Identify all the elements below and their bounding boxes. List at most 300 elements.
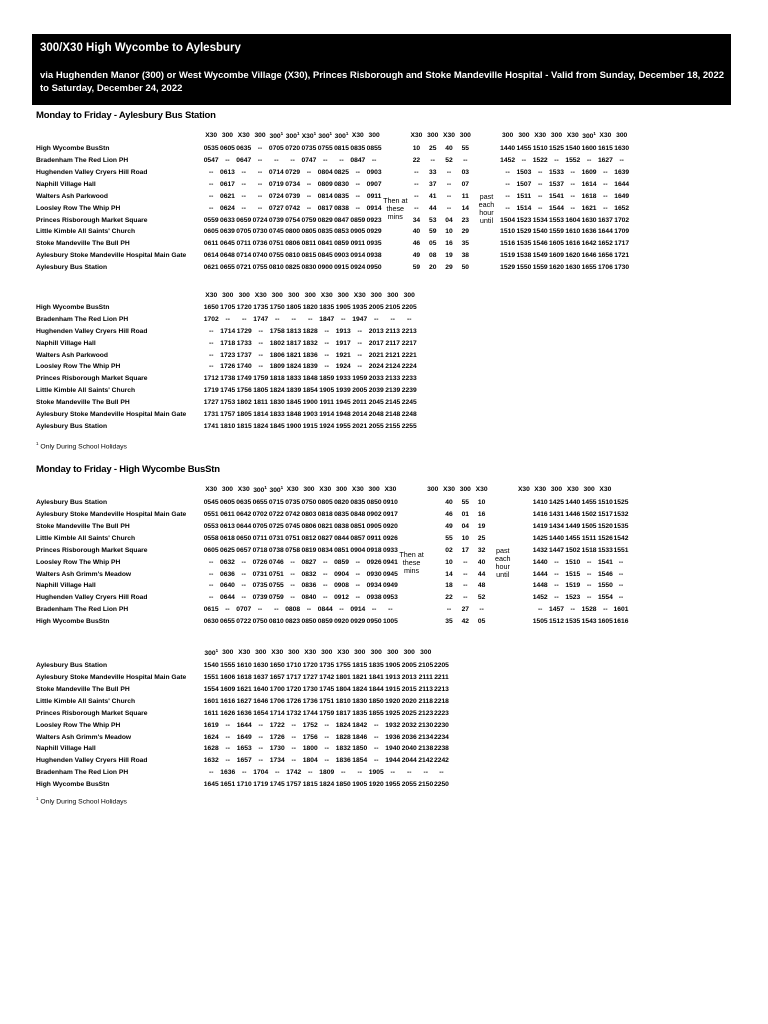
departure-time: 2145 (385, 399, 401, 407)
stop-column-header (36, 645, 203, 660)
route-number (565, 482, 581, 497)
departure-time: 14 (445, 570, 453, 578)
departure-time: 0738 (268, 546, 284, 554)
departure-time: -- (225, 745, 230, 753)
departure-time: 1419 (532, 522, 548, 530)
footnote-mark: 1 (296, 131, 300, 136)
stop-name: Naphill Village Hall (36, 745, 96, 753)
departure-time: 1714 (269, 709, 285, 717)
departure-time: 1947 (352, 315, 368, 323)
route-label: 300 (285, 133, 297, 141)
departure-time: 1720 (302, 662, 318, 670)
departure-time: -- (258, 363, 263, 371)
route-number (548, 482, 564, 497)
departure-time: 0920 (334, 618, 349, 626)
route-number (532, 128, 548, 143)
departure-time: 23 (461, 216, 470, 224)
departure-time: 2032 (401, 721, 417, 729)
departure-time: 03 (461, 168, 470, 176)
column-gap (399, 533, 425, 545)
departure-time: 1510 (597, 499, 613, 507)
stop-name: Little Kimble All Saints' Church (36, 534, 136, 542)
departure-time: 2130 (418, 721, 434, 729)
departure-time: -- (355, 180, 361, 188)
departure-time: 1706 (597, 264, 613, 272)
route-number (473, 482, 489, 497)
departure-time: 1924 (319, 422, 335, 430)
departure-time: 1839 (302, 363, 318, 371)
departure-time: 2218 (434, 697, 449, 705)
departure-time: 0830 (334, 180, 349, 188)
stop-name: Walters Ash Parkwood (36, 192, 108, 200)
departure-time: 1609 (581, 168, 597, 176)
route-number (548, 128, 564, 143)
departure-time: 1850 (335, 781, 351, 789)
route-label: 300 (616, 131, 628, 139)
departure-time: 0817 (317, 204, 333, 212)
departure-time: 0705 (236, 228, 252, 236)
table-row (36, 262, 630, 274)
stop-name: Aylesbury Stoke Mandeville Hospital Main Gate (36, 252, 187, 260)
departure-time: 1434 (549, 522, 564, 530)
column-gap (399, 509, 425, 521)
departure-time: -- (446, 192, 452, 200)
departure-time: 1744 (302, 709, 318, 717)
departure-time (425, 592, 441, 604)
departure-time: 2005 (352, 387, 368, 395)
departure-time: -- (554, 558, 559, 566)
table-row (36, 338, 418, 350)
route-label: X30 (337, 648, 350, 656)
departure-time: 1718 (220, 339, 236, 347)
route-label: X30 (410, 131, 423, 139)
departure-time: 2238 (434, 745, 449, 753)
departure-time: 2113 (385, 327, 400, 335)
departure-time: 1618 (236, 674, 252, 682)
departure-time: 0949 (382, 582, 398, 590)
departure-time: 29 (445, 264, 453, 272)
departure-time: 0739 (268, 216, 284, 224)
departure-time: -- (463, 594, 468, 602)
departure-time: -- (225, 157, 230, 165)
departure-time: 1504 (500, 216, 516, 224)
departure-time: 0655 (252, 499, 268, 507)
departure-time: 0841 (317, 240, 333, 248)
departure-time: 0914 (350, 252, 366, 260)
departure-time: 1913 (335, 327, 351, 335)
departure-time: 1727 (302, 674, 318, 682)
departure-time: 0830 (301, 264, 317, 272)
departure-time: 0605 (220, 499, 235, 507)
departure-time: -- (357, 769, 362, 777)
departure-time: 1717 (614, 240, 630, 248)
departure-time: 0923 (366, 216, 382, 224)
column-gap (473, 155, 499, 167)
departure-time: -- (603, 204, 608, 212)
departure-time: 2033 (368, 375, 384, 383)
departure-time: 0941 (382, 558, 398, 566)
route-number (269, 645, 286, 660)
departure-time: 0746 (268, 558, 284, 566)
departure-time: 0953 (382, 594, 398, 602)
departure-time: -- (324, 745, 329, 753)
departure-time: -- (290, 594, 295, 602)
departure-time: 0838 (334, 522, 349, 530)
departure-time: 1759 (253, 375, 269, 383)
departure-time: 1757 (286, 781, 302, 789)
stop-name: Aylesbury Stoke Mandeville Hospital Main Gate (36, 674, 187, 682)
route-label: X30 (238, 648, 251, 656)
departure-time: 0655 (220, 618, 235, 626)
route-number (350, 128, 366, 143)
departure-time: 1833 (269, 411, 285, 419)
departure-time: 0751 (285, 534, 301, 542)
route-label: 300 (221, 131, 234, 139)
departure-time: -- (603, 192, 608, 200)
stop-column-header (36, 482, 203, 497)
column-gap (490, 482, 516, 497)
route-number (286, 645, 303, 660)
departure-time: -- (339, 606, 344, 614)
departure-time: 0614 (203, 252, 219, 260)
departure-time: 1742 (286, 769, 302, 777)
departure-time: 0910 (382, 499, 398, 507)
departure-time: 0844 (317, 606, 333, 614)
departure-time: -- (258, 721, 263, 729)
departure-time: 0745 (268, 228, 284, 236)
departure-time: 1855 (368, 709, 384, 717)
departure-time: 0806 (285, 240, 301, 248)
departure-time: 2040 (401, 745, 417, 753)
stop-name: Hughenden Valley Cryers Hill Road (36, 757, 148, 765)
departure-time: -- (570, 192, 576, 200)
table-row (36, 779, 449, 791)
route-label: X30 (566, 131, 579, 139)
page-title: 300/X30 High Wycombe to Aylesbury (40, 42, 241, 54)
departure-time: 40 (445, 499, 453, 507)
route-label: 300 (550, 131, 563, 139)
departure-time: 1535 (565, 618, 581, 626)
departure-time: 1559 (549, 228, 564, 236)
footnote-mark: 1 (280, 131, 284, 136)
route-number (219, 128, 235, 143)
departure-time: 1502 (565, 546, 581, 554)
departure-time (516, 521, 532, 533)
table-row (36, 720, 449, 732)
departure-time: 1850 (368, 697, 384, 705)
departure-time: 0559 (203, 216, 219, 224)
departure-time: -- (324, 339, 329, 347)
route-label: X30 (475, 485, 488, 493)
departure-time: 1510 (565, 558, 581, 566)
departure-time: 0810 (285, 252, 301, 260)
table-row (36, 361, 418, 373)
route-number (252, 482, 268, 497)
departure-time: 1721 (614, 252, 630, 260)
departure-time: 1551 (613, 546, 629, 554)
departure-time: 1636 (220, 769, 236, 777)
departure-time: 1841 (368, 674, 384, 682)
route-label: 300 (222, 648, 234, 656)
departure-time: 50 (461, 264, 470, 272)
timetable-to-high-wycombe-part2 (36, 645, 449, 791)
departure-time: 2138 (418, 745, 434, 753)
departure-time: 1845 (269, 422, 285, 430)
departure-time: -- (274, 606, 279, 614)
departure-time (516, 604, 532, 616)
departure-time: 1628 (203, 745, 219, 753)
route-number (499, 128, 515, 143)
departure-time: 2020 (401, 697, 417, 705)
departure-time: 1600 (581, 145, 597, 153)
departure-time: 1719 (203, 387, 219, 395)
departure-time: -- (208, 594, 214, 602)
departure-time: 1835 (368, 662, 384, 670)
route-number (581, 128, 597, 143)
departure-time: 0818 (317, 511, 333, 519)
footnote: $^1$ Only During School Holidays (36, 441, 127, 451)
departure-time: 0917 (382, 511, 398, 519)
departure-time: 0859 (317, 618, 333, 626)
departure-time: -- (241, 582, 246, 590)
departure-time: 1541 (597, 558, 613, 566)
route-label: 300 (221, 485, 234, 493)
departure-time (425, 545, 441, 557)
departure-time: 1824 (352, 685, 368, 693)
departure-time: 1945 (335, 399, 351, 407)
departure-time: 0821 (317, 522, 333, 530)
route-number (408, 128, 424, 143)
departure-time: 0840 (301, 594, 317, 602)
departure-time: 0615 (203, 606, 219, 614)
departure-time: 0851 (334, 546, 349, 554)
departure-time: 34 (412, 216, 421, 224)
departure-time: 1543 (581, 618, 597, 626)
departure-time (516, 497, 532, 509)
route-label: 300 (502, 131, 514, 139)
departure-time: 0611 (220, 511, 235, 519)
column-gap (490, 533, 516, 545)
departure-time: 2117 (385, 339, 400, 347)
route-label: 300 (550, 485, 563, 493)
departure-time: 1511 (516, 192, 532, 200)
departure-time: 0911 (366, 192, 382, 200)
departure-time: 0633 (220, 216, 235, 224)
departure-time: 0722 (236, 618, 252, 626)
route-label: 300 (582, 133, 594, 141)
departure-time: 2055 (401, 781, 417, 789)
departure-time: 1848 (286, 411, 302, 419)
departure-time: -- (537, 204, 543, 212)
departure-time: 2025 (401, 709, 417, 717)
departure-time: 1618 (581, 192, 597, 200)
departure-time: 0902 (366, 511, 382, 519)
route-number (385, 290, 402, 302)
departure-time: 46 (412, 240, 421, 248)
departure-time: -- (324, 351, 329, 359)
departure-time: 1801 (335, 674, 351, 682)
departure-time: 52 (477, 594, 486, 602)
departure-time: 1455 (516, 145, 532, 153)
departure-time: 1700 (269, 685, 285, 693)
route-number (284, 482, 300, 497)
route-number (203, 290, 220, 302)
column-gap (473, 167, 499, 179)
column-gap (399, 592, 425, 604)
departure-time: 10 (461, 534, 470, 542)
departure-time: 1939 (335, 387, 351, 395)
stop-name: Walters Ash Grimm's Meadow (36, 733, 132, 741)
departure-time: 0711 (252, 534, 268, 542)
departure-time: 0859 (350, 216, 366, 224)
departure-time: 1710 (286, 662, 302, 670)
past-each-hour-note: past each hour until (494, 545, 511, 579)
route-number (301, 482, 317, 497)
departure-time: 1449 (565, 522, 581, 530)
section-title-to-aylesbury: Monday to Friday - Aylesbury Bus Station (36, 110, 216, 121)
route-label: 300 (253, 487, 265, 495)
departure-time: 1836 (335, 757, 351, 765)
departure-time: -- (225, 757, 230, 765)
departure-time (425, 616, 441, 628)
departure-time: 20 (428, 264, 437, 272)
route-label: 300 (288, 292, 300, 299)
route-number (350, 482, 366, 497)
departure-time: -- (306, 192, 312, 200)
departure-time: 1644 (597, 228, 613, 236)
departure-time: 1935 (352, 303, 368, 311)
departure-time: -- (618, 582, 624, 590)
departure-time: -- (407, 315, 412, 323)
departure-time: 1604 (565, 216, 581, 224)
departure-time: -- (257, 606, 263, 614)
table-row (36, 616, 628, 628)
departure-time: 2223 (434, 709, 449, 717)
departure-time: 1520 (597, 522, 613, 530)
departure-time: 1745 (269, 781, 285, 789)
departure-time (516, 592, 532, 604)
departure-time: -- (242, 769, 247, 777)
departure-time: 2005 (368, 303, 384, 311)
column-gap (490, 521, 516, 533)
departure-time: -- (241, 558, 246, 566)
departure-time: 1440 (549, 534, 564, 542)
departure-time: 1649 (236, 733, 252, 741)
departure-time: 1650 (203, 303, 219, 311)
departure-time: 0803 (301, 511, 317, 519)
departure-time: 1609 (220, 685, 236, 693)
departure-time: -- (371, 606, 377, 614)
departure-time: 0725 (268, 522, 284, 530)
departure-time: 1452 (532, 594, 548, 602)
departure-time: 1730 (269, 745, 285, 753)
departure-time: 0914 (366, 204, 382, 212)
departure-time: 1446 (565, 511, 581, 519)
departure-time: 2014 (352, 411, 368, 419)
route-number (385, 645, 402, 660)
departure-time: 2123 (418, 709, 434, 717)
departure-time: 0742 (285, 204, 301, 212)
departure-time: 0924 (350, 264, 366, 272)
departure-time: 1735 (319, 662, 335, 670)
departure-time: -- (570, 180, 576, 188)
departure-time: 1615 (597, 145, 613, 153)
departure-time: 1750 (269, 303, 285, 311)
departure-time: -- (242, 315, 247, 323)
departure-time: 0726 (252, 558, 268, 566)
departure-time: 49 (412, 252, 421, 260)
departure-time: 05 (477, 618, 486, 626)
departure-time: -- (554, 157, 559, 165)
departure-time: 1729 (236, 327, 252, 335)
departure-time: 2217 (401, 339, 417, 347)
departure-time: 2021 (368, 351, 384, 359)
departure-time: 1905 (352, 781, 368, 789)
departure-time: 1546 (597, 570, 613, 578)
departure-time: 0644 (220, 594, 235, 602)
departure-time: 1514 (516, 204, 532, 212)
stop-name: High Wycombe BusStn (36, 781, 110, 789)
route-number (441, 128, 457, 143)
departure-time: -- (257, 204, 263, 212)
departure-time: 1601 (203, 697, 219, 705)
departure-time: 16 (477, 511, 486, 519)
departure-time: 0850 (366, 499, 382, 507)
departure-time: 2105 (385, 303, 401, 311)
departure-time: 0847 (350, 157, 366, 165)
departure-time: 0705 (268, 145, 284, 153)
departure-time: 0950 (366, 618, 382, 626)
stop-name: Loosley Row The Whip PH (36, 558, 121, 566)
departure-time: 35 (461, 240, 470, 248)
departure-time: 0911 (366, 534, 382, 542)
departure-time: -- (463, 558, 468, 566)
departure-time: 0933 (382, 546, 398, 554)
departure-time: 0734 (285, 180, 301, 188)
departure-time: -- (257, 157, 263, 165)
departure-time (425, 580, 441, 592)
departure-time: 1854 (352, 757, 368, 765)
departure-time: -- (339, 157, 344, 165)
departure-time: 1824 (319, 781, 335, 789)
departure-time: 1550 (597, 582, 613, 590)
departure-time: 1537 (549, 180, 564, 188)
departure-time: 0740 (252, 252, 268, 260)
departure-time: 0825 (285, 264, 301, 272)
departure-time: 55 (461, 145, 470, 153)
departure-time: 1533 (549, 168, 564, 176)
departure-time: 0814 (317, 192, 333, 200)
then-at-these-mins-note: Then at these mins (383, 195, 408, 221)
departure-time: -- (341, 769, 346, 777)
departure-time: 0730 (252, 228, 268, 236)
departure-time: 1448 (532, 582, 548, 590)
departure-time: 2105 (418, 662, 434, 670)
departure-time: 1652 (614, 204, 630, 212)
departure-time: -- (618, 558, 624, 566)
route-label: 300 (303, 485, 315, 493)
departure-time: 46 (445, 511, 453, 519)
footnote-mark: 1 (280, 485, 284, 490)
departure-time: -- (225, 721, 230, 729)
departure-time: 1905 (335, 303, 351, 311)
table-row (36, 557, 628, 569)
departure-time: 0926 (366, 558, 382, 566)
departure-time: 2118 (418, 697, 433, 705)
table-row (36, 409, 418, 421)
departure-time: 11 (461, 192, 469, 200)
departure-time: -- (322, 157, 328, 165)
